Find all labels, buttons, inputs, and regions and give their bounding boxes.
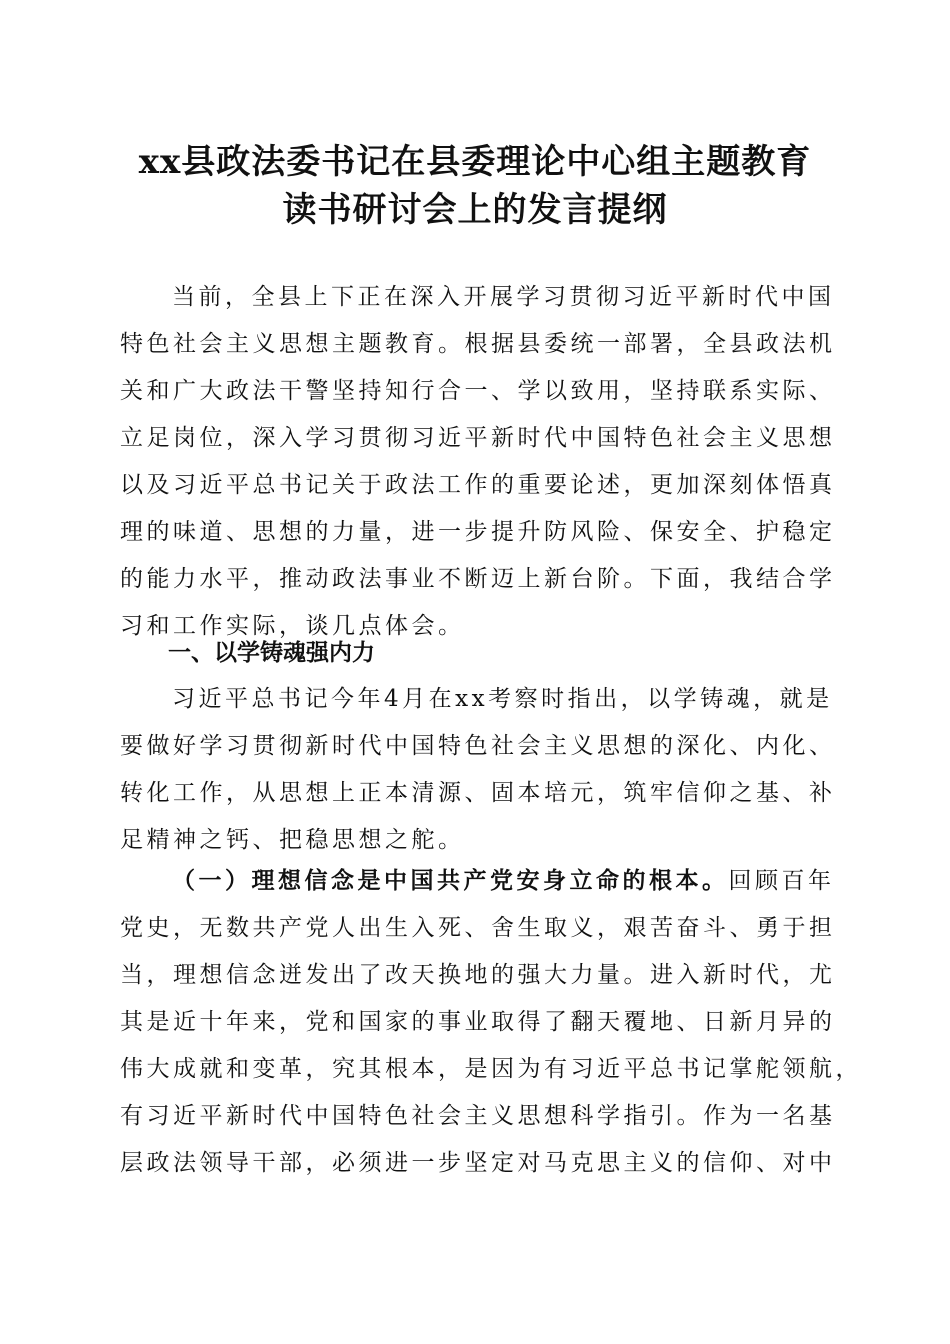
subsection-lead: （一）理想信念是中国共产党安身立命的根本。 xyxy=(172,867,729,894)
paragraph-line: 以及习近平总书记关于政法工作的重要论述，更加深刻体悟真 xyxy=(120,472,836,498)
paragraph-line: 当，理想信念迸发出了改天换地的强大力量。进入新时代，尤 xyxy=(120,962,836,988)
paragraph-line: 关和广大政法干警坚持知行合一、学以致用，坚持联系实际、 xyxy=(120,378,836,404)
paragraph-section-1 xyxy=(120,676,836,864)
paragraph-line: 特色社会主义思想主题教育。根据县委统一部署，全县政法机 xyxy=(120,331,836,357)
paragraph-line: 党史，无数共产党人出生入死、舍生取义，艰苦奋斗、勇于担 xyxy=(120,915,836,941)
paragraph-line: 当前，全县上下正在深入开展学习贯彻习近平新时代中国 xyxy=(172,284,835,310)
paragraph-intro xyxy=(120,274,836,650)
paragraph-first-line xyxy=(120,857,835,905)
paragraph-line: 立足岗位，深入学习贯彻习近平新时代中国特色社会主义思想 xyxy=(120,425,836,451)
paragraph-line: 习和工作实际，谈几点体会。 xyxy=(120,613,465,639)
paragraph-line: 理的味道、思想的力量，进一步提升防风险、保安全、护稳定 xyxy=(120,519,836,545)
subsection-lead-rest: 回顾百年 xyxy=(728,868,835,894)
paragraph-line: 足精神之钙、把稳思想之舵。 xyxy=(120,827,465,853)
paragraph-line: 其是近十年来，党和国家的事业取得了翻天覆地、日新月异的 xyxy=(120,1009,836,1035)
paragraph-line: 转化工作，从思想上正本清源、固本培元，筑牢信仰之基、补 xyxy=(120,780,836,806)
paragraph-line: 有习近平新时代中国特色社会主义思想科学指引。作为一名基 xyxy=(120,1103,836,1129)
section-heading-1: 一、以学铸魂强内力 xyxy=(168,640,375,666)
document-title-line-2: 读书研讨会上的发言提纲 xyxy=(282,190,668,230)
paragraph-line: 伟大成就和变革，究其根本，是因为有习近平总书记掌舵领航， xyxy=(120,1056,862,1082)
document-title-line-1: xx县政法委书记在县委理论中心组主题教育 xyxy=(138,142,812,182)
paragraph-line: 习近平总书记今年4月在xx考察时指出，以学铸魂，就是 xyxy=(172,686,833,712)
paragraph-subsection-1 xyxy=(120,857,862,1187)
paragraph-line: 的能力水平，推动政法事业不断迈上新台阶。下面，我结合学 xyxy=(120,566,836,592)
paragraph-line: 层政法领导干部，必须进一步坚定对马克思主义的信仰、对中 xyxy=(120,1150,836,1176)
paragraph-line: 要做好学习贯彻新时代中国特色社会主义思想的深化、内化、 xyxy=(120,733,836,759)
